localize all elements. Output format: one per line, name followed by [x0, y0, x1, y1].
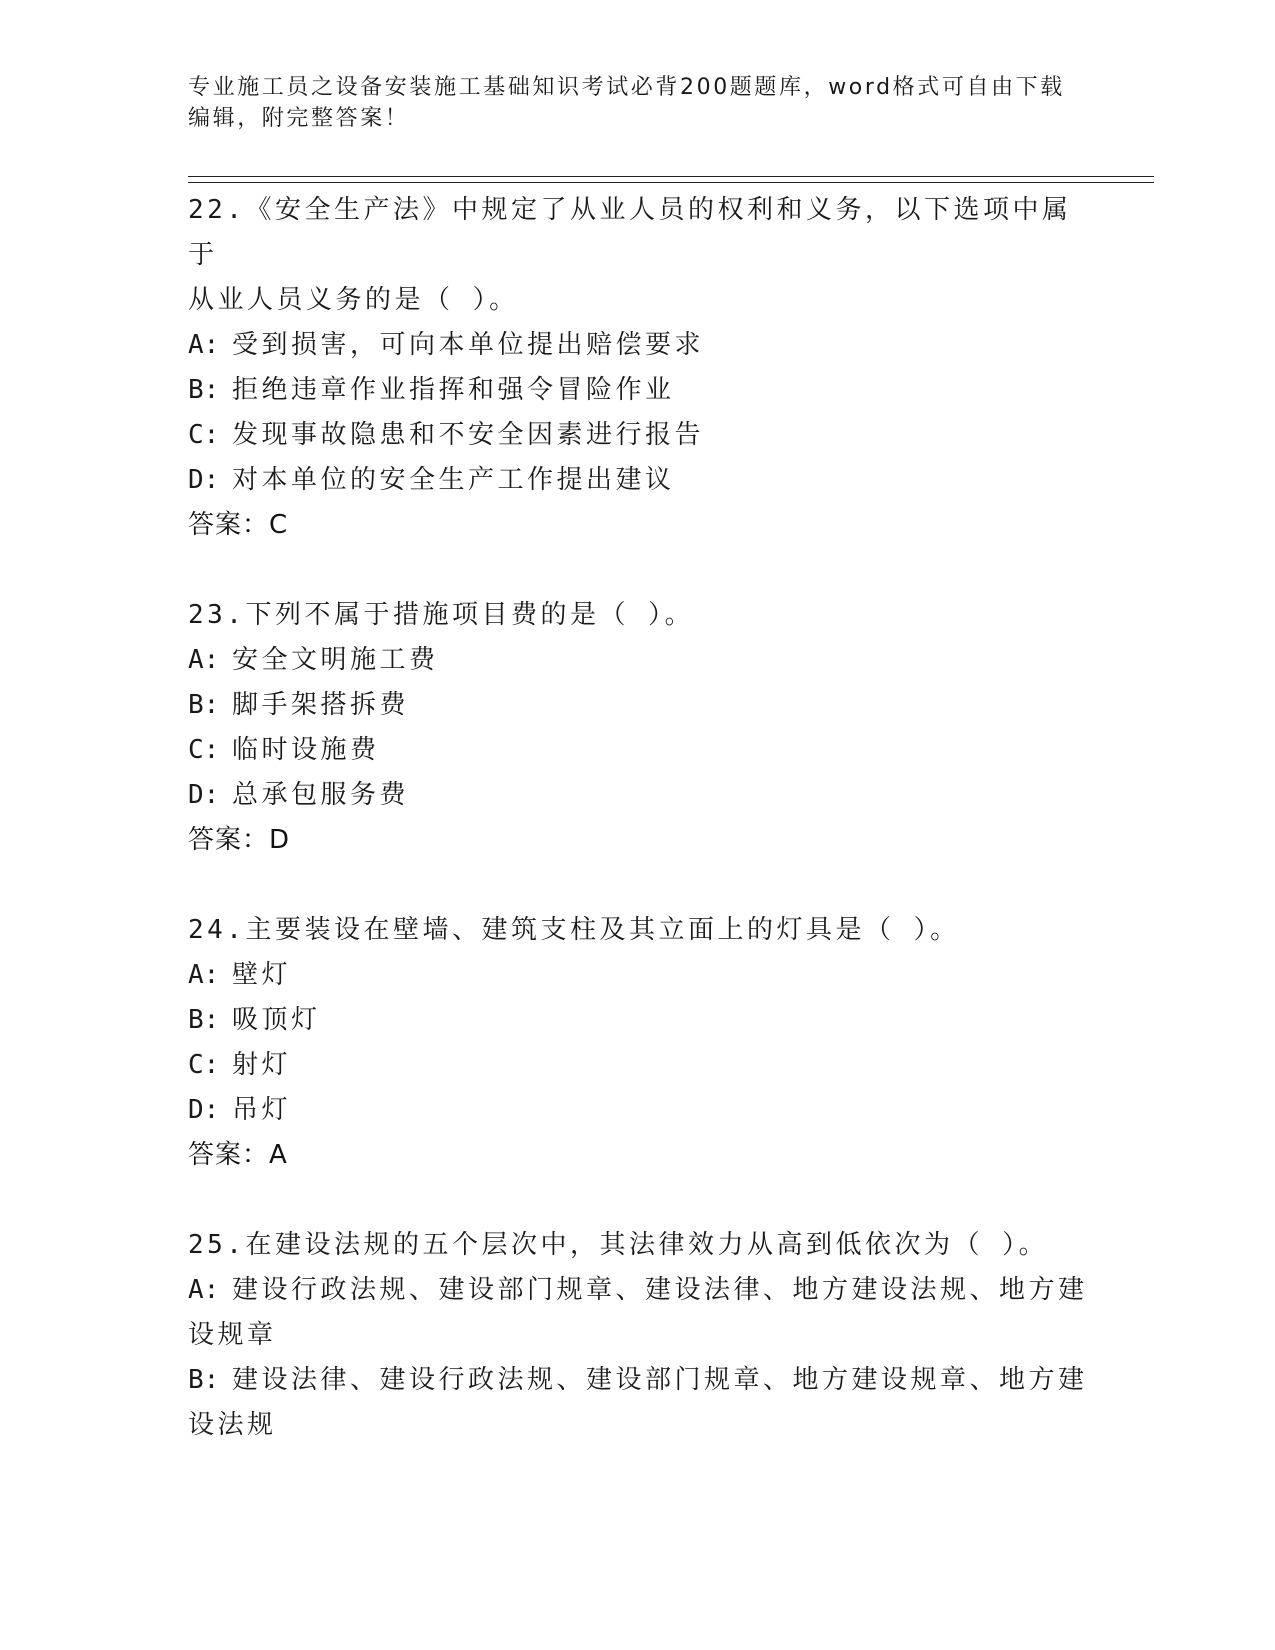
option-text: 射灯	[232, 1050, 292, 1080]
option-letter: D:	[188, 1095, 220, 1125]
answer-option	[188, 683, 1088, 728]
option-text: 脚手架搭拆费	[232, 690, 410, 720]
option-text: 总承包服务费	[232, 780, 410, 810]
question-stem: 25.在建设法规的五个层次中，其法律效力从高到低依次为（ ）。	[188, 1230, 1049, 1260]
option-letter: B:	[188, 1005, 220, 1035]
answer-option	[188, 728, 1088, 773]
question-list	[188, 188, 1088, 1448]
option-text: 对本单位的安全生产工作提出建议	[232, 465, 675, 495]
answer-option	[188, 1403, 1088, 1448]
answer-option	[188, 368, 1088, 413]
option-letter: B:	[188, 690, 220, 720]
answer-option	[188, 413, 1088, 458]
option-letter: C:	[188, 735, 220, 765]
option-letter: C:	[188, 420, 220, 450]
answer-option	[188, 1358, 1088, 1403]
option-text: 建设行政法规、建设部门规章、建设法律、地方建设法规、地方建	[232, 1275, 1088, 1305]
option-text: 拒绝违章作业指挥和强令冒险作业	[232, 375, 675, 405]
header-line-2: 编辑，附完整答案！	[188, 106, 410, 131]
answer-key: 答案：C	[188, 510, 289, 540]
answer-option	[188, 1043, 1088, 1088]
answer-option	[188, 1313, 1088, 1358]
option-letter: C:	[188, 1050, 220, 1080]
answer-key: 答案：A	[188, 1140, 288, 1170]
header-divider-top	[188, 176, 1154, 177]
question-block	[188, 1223, 1088, 1448]
question-block	[188, 908, 1088, 1178]
question-block	[188, 593, 1088, 863]
option-text: 吊灯	[232, 1095, 292, 1125]
option-letter: A:	[188, 960, 220, 990]
option-text: 建设法律、建设行政法规、建设部门规章、地方建设规章、地方建	[232, 1365, 1088, 1395]
option-text: 发现事故隐患和不安全因素进行报告	[232, 420, 705, 450]
question-stem: 从业人员义务的是（ ）。	[188, 285, 519, 315]
answer-key: 答案：D	[188, 825, 291, 855]
answer-option	[188, 1268, 1088, 1313]
option-letter: B:	[188, 1365, 220, 1395]
header-divider-bottom	[188, 182, 1154, 183]
answer-option	[188, 638, 1088, 683]
answer-option	[188, 458, 1088, 503]
header-line-1: 专业施工员之设备安装施工基础知识考试必背200题题库，word格式可自由下载	[188, 75, 1065, 100]
answer-option	[188, 998, 1088, 1043]
answer-option	[188, 323, 1088, 368]
option-text: 安全文明施工费	[232, 645, 439, 675]
answer-option	[188, 953, 1088, 998]
option-text: 吸顶灯	[232, 1005, 321, 1035]
option-letter: D:	[188, 780, 220, 810]
option-letter: A:	[188, 645, 220, 675]
option-text: 受到损害，可向本单位提出赔偿要求	[232, 330, 705, 360]
answer-option	[188, 773, 1088, 818]
option-letter: A:	[188, 330, 220, 360]
option-letter: B:	[188, 375, 220, 405]
question-stem: 22.《安全生产法》中规定了从业人员的权利和义务，以下选项中属于	[188, 195, 1072, 270]
document-header	[188, 72, 1068, 134]
question-stem: 24.主要装设在壁墙、建筑支柱及其立面上的灯具是（ ）。	[188, 915, 960, 945]
option-text: 设法规	[188, 1410, 277, 1440]
question-stem: 23.下列不属于措施项目费的是（ ）。	[188, 600, 695, 630]
answer-option	[188, 1088, 1088, 1133]
option-letter: D:	[188, 465, 220, 495]
question-block	[188, 188, 1088, 548]
option-text: 设规章	[188, 1320, 277, 1350]
option-text: 壁灯	[232, 960, 292, 990]
option-letter: A:	[188, 1275, 220, 1305]
option-text: 临时设施费	[232, 735, 380, 765]
